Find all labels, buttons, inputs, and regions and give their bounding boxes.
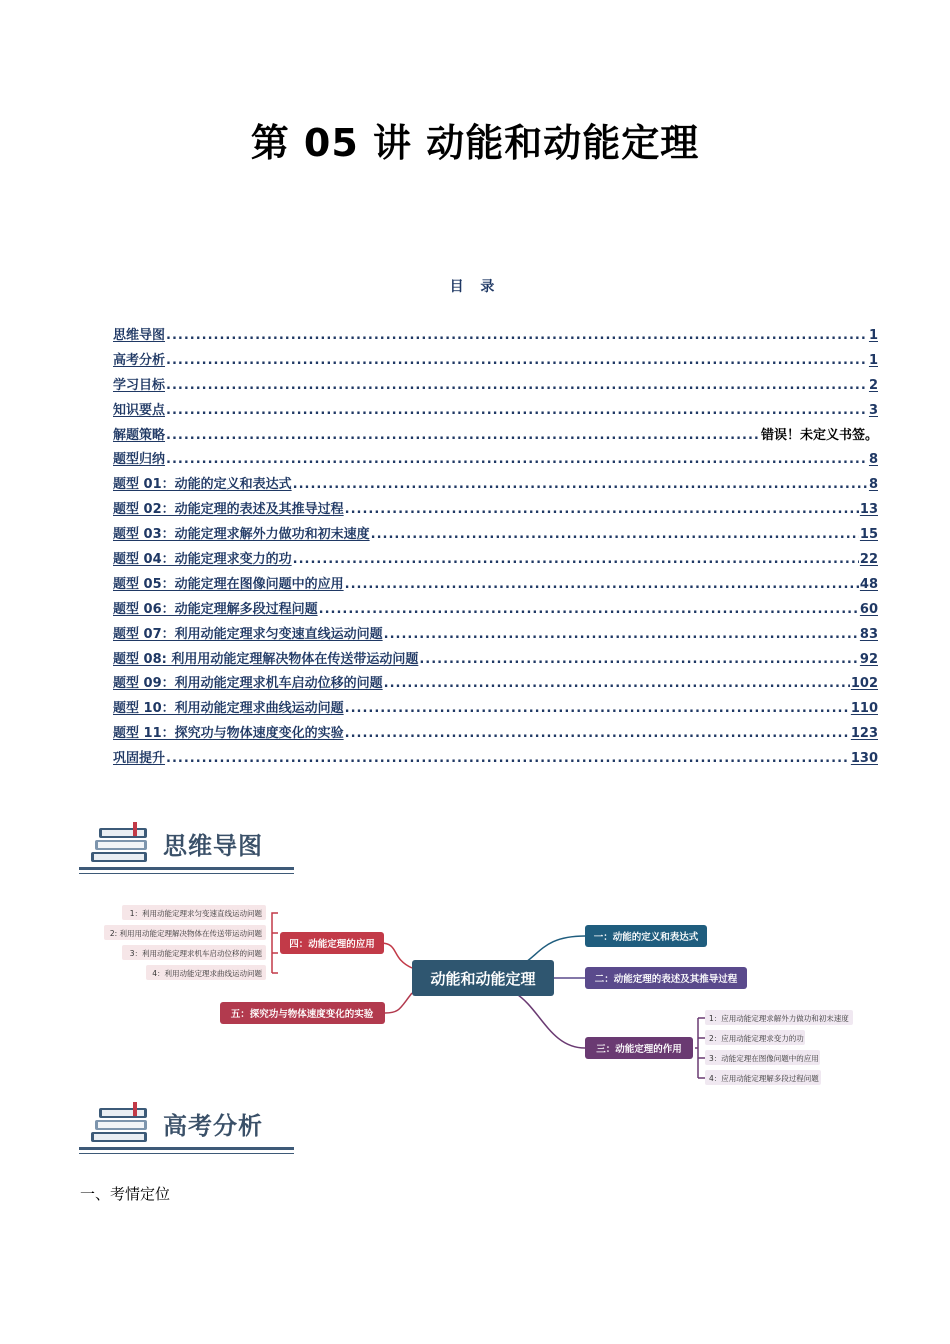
toc-entry-label: 题型 01：动能的定义和表达式 (113, 477, 292, 493)
toc-entry-label: 解题策略 (113, 427, 166, 443)
toc-entry-label: 题型 07：利用动能定理求匀变速直线运动问题 (113, 626, 383, 642)
toc-entry-page: 8 (868, 452, 878, 468)
mindmap-center-label: 动能和动能定理 (430, 970, 536, 988)
toc-entry-page: 错误！未定义书签。 (760, 427, 878, 443)
toc-entry-page: 1 (868, 328, 878, 343)
mindmap-item-label: 3：动能定理在图像问题中的应用 (709, 1054, 819, 1063)
toc-entry[interactable] (113, 623, 878, 648)
toc-entry[interactable] (113, 573, 878, 598)
toc-leader-dots (166, 424, 760, 449)
mind-map (100, 898, 860, 1090)
divider (79, 1153, 294, 1154)
divider (79, 1147, 294, 1150)
toc-entry-page: 15 (859, 527, 878, 543)
toc-entry[interactable] (113, 473, 878, 498)
mindmap-branch-5-label: 五：探究功与物体速度变化的实验 (230, 1009, 374, 1020)
mindmap-item-label: 3：利用动能定理求机车启动位移的问题 (129, 949, 262, 958)
mindmap-item-label: 2：应用动能定理求变力的功 (709, 1034, 804, 1043)
toc-entry-label: 题型 04：动能定理求变力的功 (113, 552, 292, 568)
paragraph: 一、考情定位 (80, 1185, 171, 1203)
toc-entry[interactable] (113, 349, 878, 374)
toc-entry-page: 22 (859, 552, 878, 568)
toc-entry-label: 题型 10：利用动能定理求曲线运动问题 (113, 701, 344, 717)
mindmap-branch-4-label: 四：动能定理的应用 (289, 939, 375, 950)
toc-entry-label: 题型 03：动能定理求解外力做功和初末速度 (113, 527, 370, 543)
toc-entry-page: 1 (868, 352, 878, 368)
toc-entry[interactable] (113, 548, 878, 573)
toc-leader-dots (293, 473, 868, 498)
mindmap-branch-2-label: 二：动能定理的表述及其推导过程 (594, 974, 738, 985)
toc-entry-page: 2 (868, 377, 878, 393)
section-label-mindmap: 思维导图 (163, 832, 263, 860)
toc-entry-page: 48 (859, 576, 878, 592)
toc-entry-page: 8 (868, 477, 878, 493)
mindmap-item-label: 4：利用动能定理求曲线运动问题 (152, 969, 262, 978)
document-title: 第 05 讲 动能和动能定理 (250, 121, 700, 165)
toc-entry-label: 题型 08: 利用用动能定理解决物体在传送带运动问题 (113, 651, 419, 667)
toc-entry-page: 130 (850, 751, 878, 767)
toc-leader-dots (166, 349, 868, 374)
toc-entry[interactable] (113, 672, 878, 697)
toc-entry-page: 102 (850, 676, 878, 692)
toc-leader-dots (345, 498, 859, 523)
toc-entry[interactable] (113, 722, 878, 747)
toc-entry-label: 学习目标 (113, 377, 166, 393)
toc-entry-label: 题型归纳 (113, 452, 166, 468)
divider (79, 867, 294, 870)
toc-entry[interactable] (113, 374, 878, 399)
toc-entry-label: 题型 09：利用动能定理求机车启动位移的问题 (113, 676, 383, 692)
toc-leader-dots (419, 648, 859, 673)
toc-leader-dots (319, 598, 859, 623)
toc-entry-page: 110 (850, 701, 878, 717)
toc-entry[interactable] (113, 324, 878, 349)
divider (79, 873, 294, 874)
mindmap-item-label: 2: 利用用动能定理解决物体在传送带运动问题 (109, 929, 262, 938)
books-icon (85, 1098, 161, 1148)
toc-leader-dots (371, 523, 859, 548)
toc-entry-label: 巩固提升 (113, 751, 166, 767)
toc-entry[interactable] (113, 498, 878, 523)
toc-entry[interactable] (113, 648, 878, 673)
toc-entry-page: 3 (868, 402, 878, 418)
toc-entry[interactable] (113, 747, 878, 772)
toc-leader-dots (166, 747, 850, 772)
toc-leader-dots (345, 573, 859, 598)
toc-entry-label: 高考分析 (113, 352, 166, 368)
toc-leader-dots (293, 548, 859, 573)
mindmap-item-label: 4：应用动能定理解多段过程问题 (709, 1074, 819, 1083)
toc-entry[interactable] (113, 523, 878, 548)
toc-leader-dots (166, 399, 868, 424)
mindmap-item-label: 1：利用动能定理求匀变速直线运动问题 (129, 909, 262, 918)
toc-heading: 目 录 (449, 279, 501, 295)
toc-entry-label: 题型 11：探究功与物体速度变化的实验 (113, 726, 344, 742)
mindmap-item-label: 1：应用动能定理求解外力做功和初末速度 (709, 1014, 849, 1023)
toc-leader-dots (384, 672, 850, 697)
toc-entry-page: 92 (859, 651, 878, 667)
mindmap-branch-3-label: 三：动能定理的作用 (596, 1044, 682, 1055)
toc-entry[interactable] (113, 424, 878, 449)
toc-leader-dots (166, 324, 868, 349)
toc-entry-label: 知识要点 (113, 402, 166, 418)
toc-entry-label: 题型 06：动能定理解多段过程问题 (113, 601, 318, 617)
toc-entry-label: 题型 02：动能定理的表述及其推导过程 (113, 502, 344, 518)
toc-leader-dots (166, 448, 868, 473)
toc-leader-dots (345, 722, 850, 747)
toc-leader-dots (345, 697, 850, 722)
mindmap-branch-1-label: 一：动能的定义和表达式 (593, 932, 699, 943)
toc-entry-label: 思维导图 (113, 328, 166, 343)
table-of-contents (113, 324, 878, 772)
toc-entry-page: 123 (850, 726, 878, 742)
toc-entry-label: 题型 05：动能定理在图像问题中的应用 (113, 576, 344, 592)
books-icon (85, 818, 161, 868)
section-banner-exam (79, 1098, 294, 1154)
toc-entry[interactable] (113, 399, 878, 424)
toc-entry-page: 83 (859, 626, 878, 642)
section-label-exam: 高考分析 (163, 1112, 263, 1140)
toc-entry[interactable] (113, 598, 878, 623)
toc-leader-dots (166, 374, 868, 399)
toc-entry-page: 13 (859, 502, 878, 518)
toc-entry[interactable] (113, 448, 878, 473)
toc-entry[interactable] (113, 697, 878, 722)
toc-entry-page: 60 (859, 601, 878, 617)
toc-leader-dots (384, 623, 859, 648)
section-banner-mindmap (79, 818, 294, 874)
